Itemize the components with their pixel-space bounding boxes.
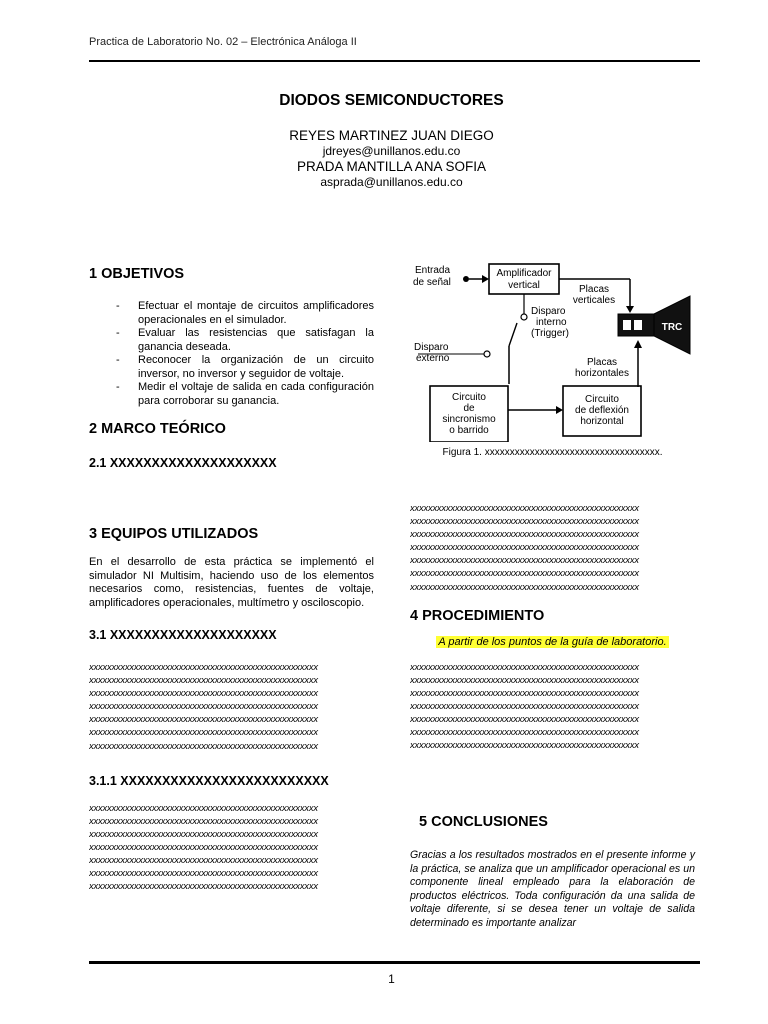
figure-caption: Figura 1. xxxxxxxxxxxxxxxxxxxxxxxxxxxxxxxxxxx.: [442, 447, 663, 458]
objectives-list: [89, 300, 374, 408]
page-number: 1: [388, 972, 395, 986]
diagram-label: horizontal: [580, 416, 624, 427]
diagram-label: verticales: [572, 295, 616, 306]
diagram-label: horizontales: [575, 368, 629, 379]
diagram-label: Circuito: [452, 392, 486, 403]
placeholder-line: xxxxxxxxxxxxxxxxxxxxxxxxxxxxxxxxxxxxxxxxxxxxxxxxxxx: [410, 686, 639, 698]
diagram-label: Amplificador: [496, 268, 552, 279]
placeholder-line: xxxxxxxxxxxxxxxxxxxxxxxxxxxxxxxxxxxxxxxxxxxxxxxxxxx: [89, 661, 318, 672]
placeholder-line: xxxxxxxxxxxxxxxxxxxxxxxxxxxxxxxxxxxxxxxxxxxxxxxxxxx: [89, 674, 318, 686]
placeholder-line: xxxxxxxxxxxxxxxxxxxxxxxxxxxxxxxxxxxxxxxxxxxxxxxxxxx: [89, 854, 318, 866]
placeholder-line: xxxxxxxxxxxxxxxxxxxxxxxxxxxxxxxxxxxxxxxxxxxxxxxxxxx: [410, 580, 639, 592]
diagram-label: Entrada: [415, 265, 451, 276]
header-rule: [89, 60, 700, 62]
subsection-heading: 3.1 XXXXXXXXXXXXXXXXXXXX: [89, 628, 277, 642]
crt-tube: [618, 296, 690, 354]
author-name: REYES MARTINEZ JUAN DIEGO: [289, 128, 494, 143]
diagram-label: interno: [536, 317, 567, 328]
placeholder-line: xxxxxxxxxxxxxxxxxxxxxxxxxxxxxxxxxxxxxxxxxxxxxxxxxxx: [89, 827, 318, 839]
section-heading-equipos: 3 EQUIPOS UTILIZADOS: [89, 526, 259, 542]
conclusion-paragraph: Gracias a los resultados mostrados en el presente informe y la práctica, se analiza que un amplificador operacional es un componente lineal empleado para la elaboración de productos eléctricos. Toda configuración da una salida de voltaje diferente, si se desea tener un voltaje de salida determinado es importante analizar: [410, 849, 695, 929]
list-item: - Efectuar el montaje de circuitos amplificadores operacionales en el simulador.: [116, 300, 374, 326]
diagram-label: Placas: [578, 284, 610, 295]
placeholder-line: xxxxxxxxxxxxxxxxxxxxxxxxxxxxxxxxxxxxxxxxxxxxxxxxxxx: [410, 554, 639, 566]
placeholder-line: xxxxxxxxxxxxxxxxxxxxxxxxxxxxxxxxxxxxxxxxxxxxxxxxxxx: [410, 726, 639, 738]
placeholder-line: xxxxxxxxxxxxxxxxxxxxxxxxxxxxxxxxxxxxxxxxxxxxxxxxxxx: [410, 699, 639, 711]
placeholder-line: xxxxxxxxxxxxxxxxxxxxxxxxxxxxxxxxxxxxxxxxxxxxxxxxxxx: [89, 713, 318, 725]
objective-text: Medir el voltaje de salida en cada configuración para corroborar su ganancia.: [138, 381, 374, 407]
title-block: [0, 92, 768, 190]
objective-text: Reconocer la organización de un circuito inversor, no inversor y seguidor de voltaje.: [138, 354, 374, 380]
diagram-label: (Trigger): [531, 328, 569, 339]
diagram-label: de: [463, 403, 475, 414]
list-item: - Medir el voltaje de salida en cada configuración para corroborar su ganancia.: [116, 381, 374, 407]
placeholder-line: xxxxxxxxxxxxxxxxxxxxxxxxxxxxxxxxxxxxxxxxxxxxxxxxxxx: [410, 515, 639, 527]
diagram-label: Circuito: [585, 394, 619, 405]
placeholder-block: [410, 501, 695, 593]
section-heading-marco: 2 MARCO TEÓRICO: [89, 421, 226, 437]
placeholder-line: xxxxxxxxxxxxxxxxxxxxxxxxxxxxxxxxxxxxxxxxxxxxxxxxxxx: [410, 713, 639, 725]
procedure-highlight: [410, 636, 695, 648]
diagram-label: sincronismo: [442, 414, 496, 425]
document-title: DIODOS SEMICONDUCTORES: [279, 92, 504, 109]
placeholder-block: [410, 660, 695, 752]
section-heading-procedimiento: 4 PROCEDIMIENTO: [410, 607, 545, 624]
placeholder-line: xxxxxxxxxxxxxxxxxxxxxxxxxxxxxxxxxxxxxxxxxxxxxxxxxxx: [89, 814, 318, 826]
placeholder-line: xxxxxxxxxxxxxxxxxxxxxxxxxxxxxxxxxxxxxxxxxxxxxxxxxxx: [410, 502, 639, 513]
oscilloscope-block-diagram: [410, 262, 700, 442]
diagram-label: externo: [416, 353, 450, 364]
diagram-label: o barrido: [449, 425, 489, 436]
placeholder-line: xxxxxxxxxxxxxxxxxxxxxxxxxxxxxxxxxxxxxxxxxxxxxxxxxxx: [89, 739, 318, 751]
placeholder-line: xxxxxxxxxxxxxxxxxxxxxxxxxxxxxxxxxxxxxxxxxxxxxxxxxxx: [410, 541, 639, 553]
placeholder-line: xxxxxxxxxxxxxxxxxxxxxxxxxxxxxxxxxxxxxxxxxxxxxxxxxxx: [410, 528, 639, 540]
placeholder-line: xxxxxxxxxxxxxxxxxxxxxxxxxxxxxxxxxxxxxxxxxxxxxxxxxxx: [410, 739, 639, 751]
crt-label: TRC: [661, 322, 683, 333]
footer-rule: [89, 961, 700, 964]
placeholder-line: xxxxxxxxxxxxxxxxxxxxxxxxxxxxxxxxxxxxxxxxxxxxxxxxxxx: [89, 700, 318, 712]
placeholder-block: [89, 801, 374, 893]
placeholder-block: [89, 660, 374, 752]
placeholder-line: xxxxxxxxxxxxxxxxxxxxxxxxxxxxxxxxxxxxxxxxxxxxxxxxxxx: [89, 840, 318, 852]
placeholder-line: xxxxxxxxxxxxxxxxxxxxxxxxxxxxxxxxxxxxxxxxxxxxxxxxxxx: [89, 867, 318, 879]
left-column: [89, 266, 374, 892]
objective-text: Efectuar el montaje de circuitos amplificadores operacionales en el simulador.: [138, 300, 374, 326]
equipos-paragraph: En el desarrollo de esta práctica se implementó el simulador NI Multisim, haciendo uso de los elementos necesarios como, resistencias, fuentes de voltaje, amplificadores operacionales, multímetro y osciloscopio.: [89, 556, 374, 609]
subsubsection-heading: 3.1.1 XXXXXXXXXXXXXXXXXXXXXXXXX: [89, 773, 329, 788]
placeholder-line: xxxxxxxxxxxxxxxxxxxxxxxxxxxxxxxxxxxxxxxxxxxxxxxxxxx: [410, 567, 639, 579]
highlighted-text: A partir de los puntos de la guía de laboratorio.: [438, 635, 667, 648]
author-email: jdreyes@unillanos.edu.co: [322, 144, 461, 158]
list-item: - Reconocer la organización de un circuito inversor, no inversor y seguidor de voltaje.: [116, 354, 374, 380]
section-heading-conclusiones: 5 CONCLUSIONES: [419, 814, 548, 831]
placeholder-line: xxxxxxxxxxxxxxxxxxxxxxxxxxxxxxxxxxxxxxxxxxxxxxxxxxx: [89, 880, 318, 892]
placeholder-line: xxxxxxxxxxxxxxxxxxxxxxxxxxxxxxxxxxxxxxxxxxxxxxxxxxx: [89, 687, 318, 699]
author-email: asprada@unillanos.edu.co: [320, 175, 463, 189]
list-item: - Evaluar las resistencias que satisfagan la ganancia deseada.: [116, 327, 374, 353]
diagram-label: vertical: [508, 280, 540, 291]
subsection-heading: 2.1 XXXXXXXXXXXXXXXXXXXX: [89, 456, 277, 470]
placeholder-line: xxxxxxxxxxxxxxxxxxxxxxxxxxxxxxxxxxxxxxxxxxxxxxxxxxx: [410, 660, 639, 672]
section-heading-objetivos: 1 OBJETIVOS: [89, 266, 185, 282]
placeholder-line: xxxxxxxxxxxxxxxxxxxxxxxxxxxxxxxxxxxxxxxxxxxxxxxxxxx: [89, 726, 318, 738]
running-header: Practica de Laboratorio No. 02 – Electrónica Análoga II: [89, 36, 357, 48]
placeholder-line: xxxxxxxxxxxxxxxxxxxxxxxxxxxxxxxxxxxxxxxxxxxxxxxxxxx: [410, 673, 639, 685]
diagram-label: Placas: [586, 357, 618, 368]
placeholder-line: xxxxxxxxxxxxxxxxxxxxxxxxxxxxxxxxxxxxxxxxxxxxxxxxxxx: [89, 801, 318, 813]
diagram-label: de señal: [413, 277, 451, 288]
diagram-label: Disparo: [414, 342, 449, 353]
diagram-label: Disparo: [531, 306, 566, 317]
diagram-label: de deflexión: [575, 405, 629, 416]
right-column: [410, 262, 695, 930]
author-name: PRADA MANTILLA ANA SOFIA: [296, 159, 487, 174]
objective-text: Evaluar las resistencias que satisfagan la ganancia deseada.: [138, 327, 374, 353]
